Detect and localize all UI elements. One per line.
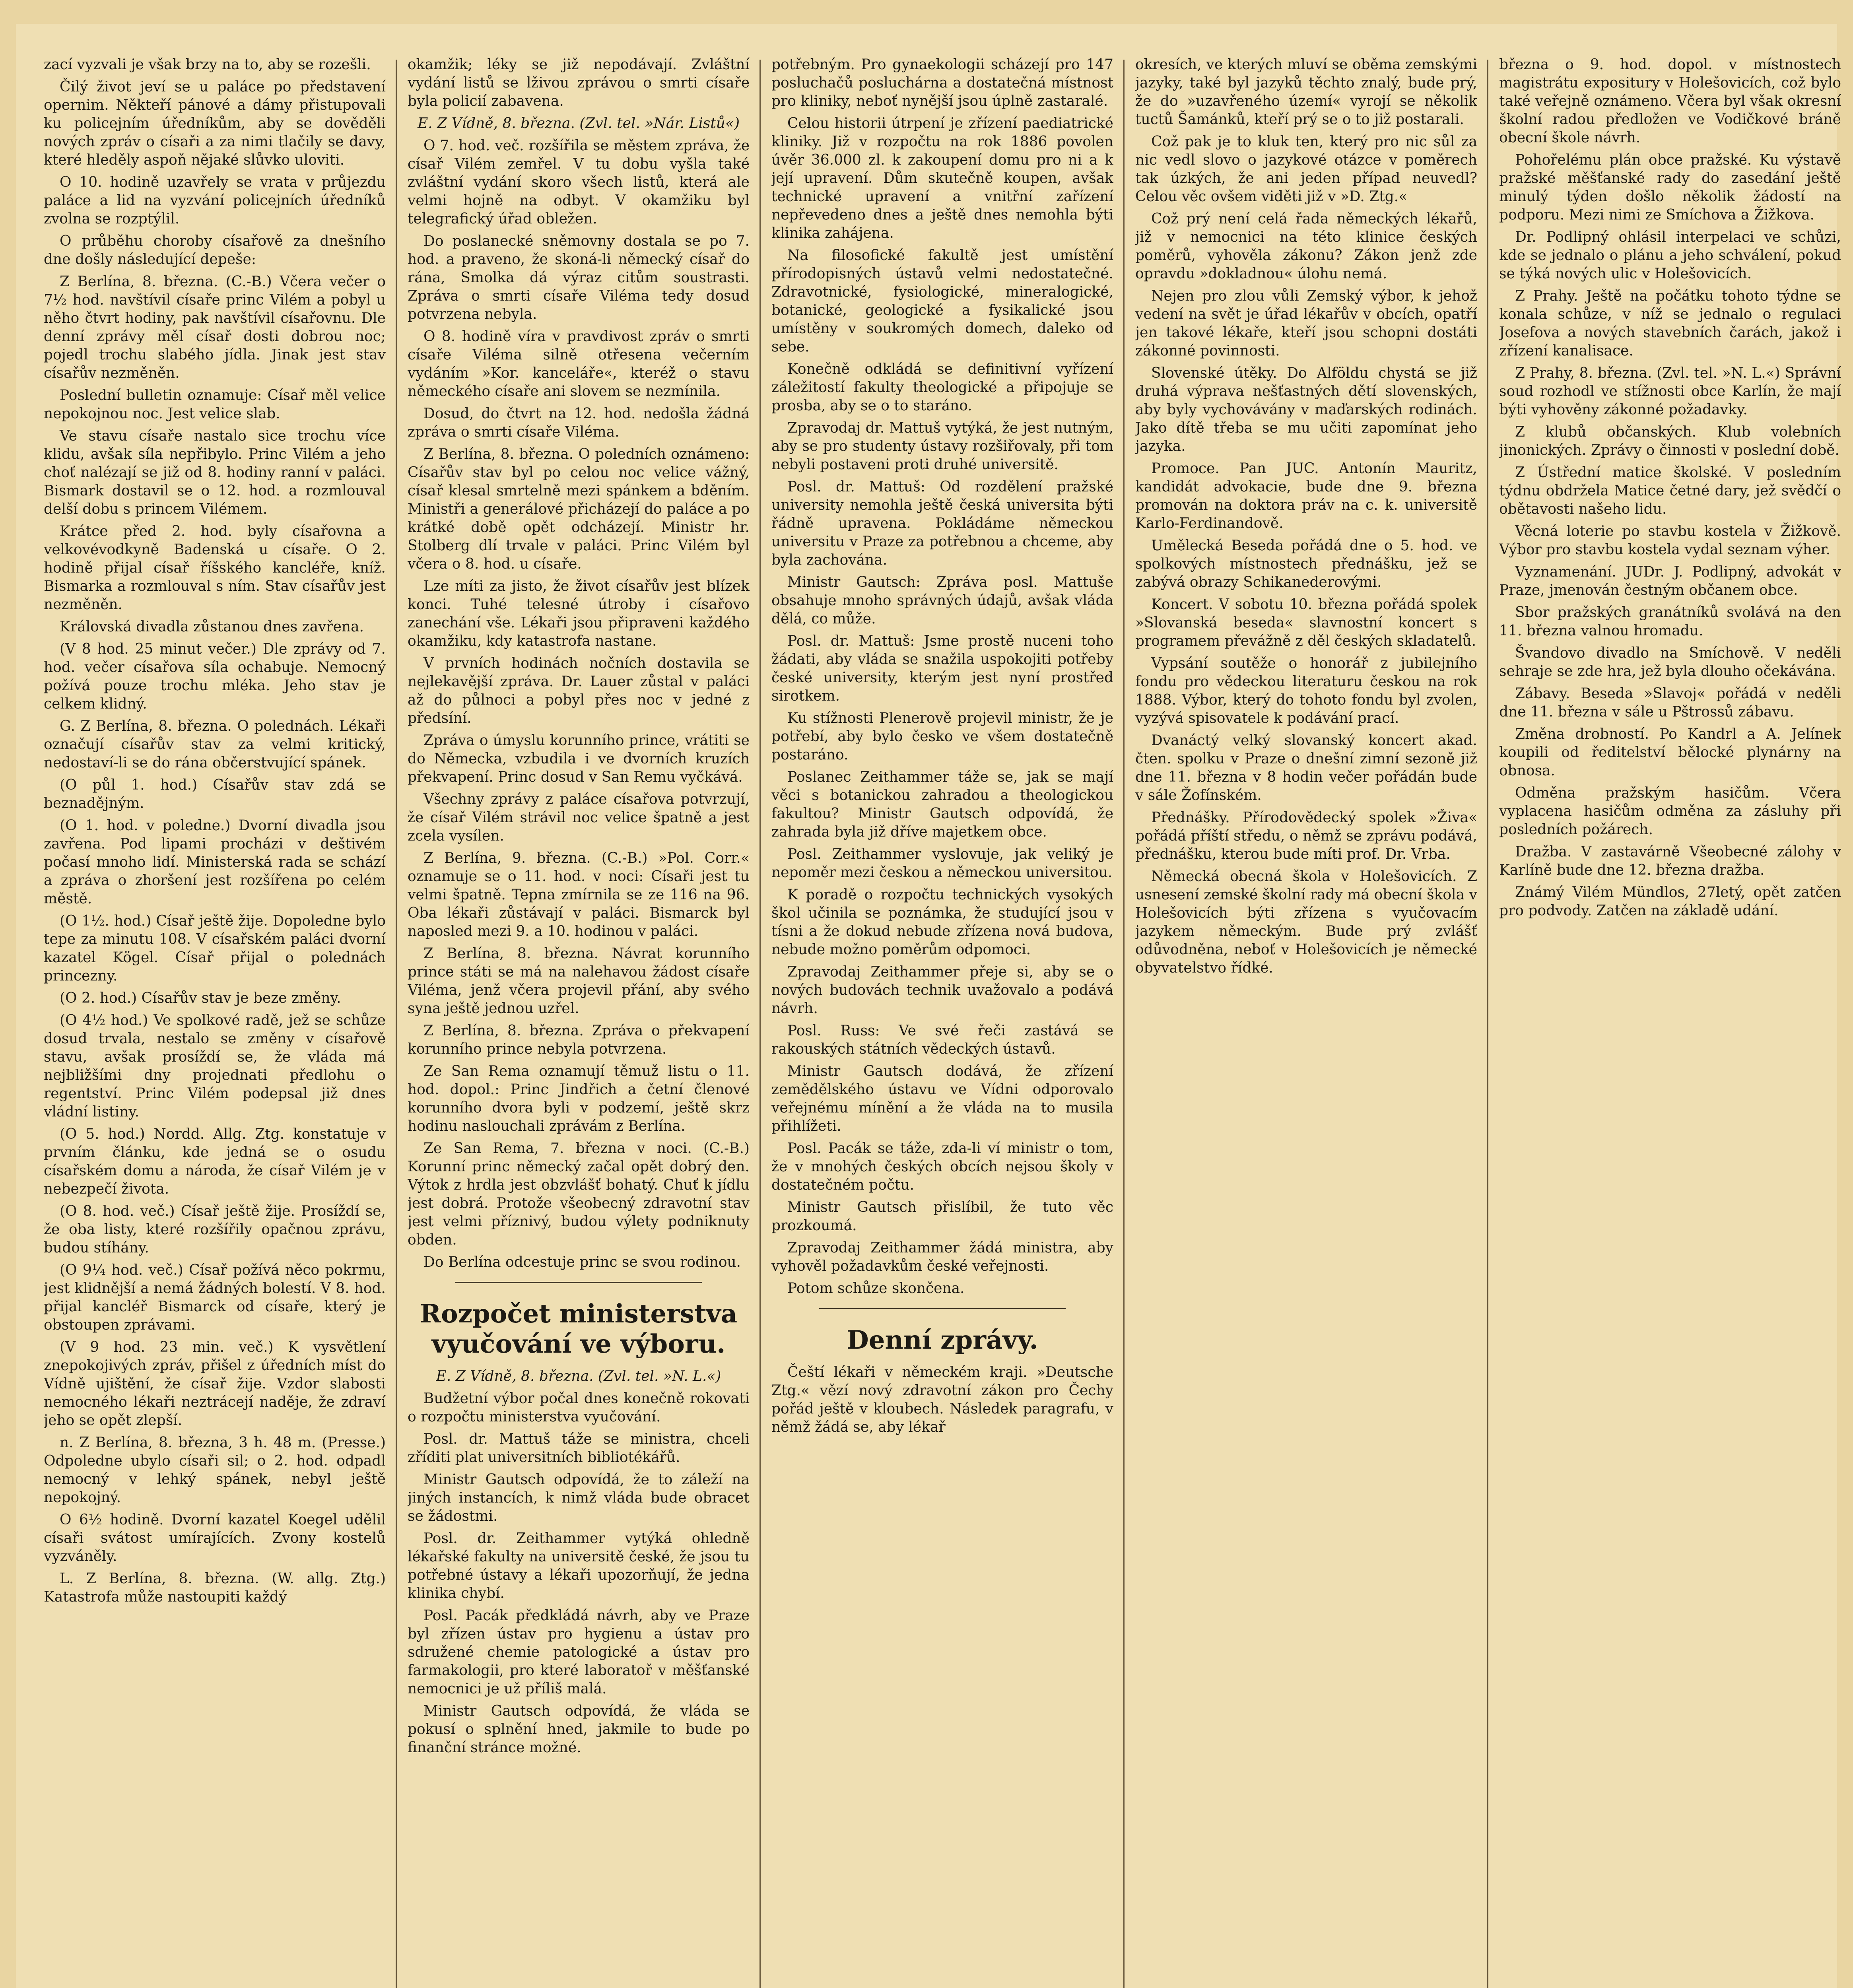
paragraph: Královská divadla zůstanou dnes zavřena. — [60, 619, 364, 635]
paragraph: Koncert. V sobotu 10. března pořádá spolek »Slovanská beseda« slavnostní koncert s programem převážně z děl českých skladatelů. — [1135, 596, 1477, 649]
paragraph: Nejen pro zlou vůli Zemský výbor, k jehož vedení na svět je úřad lékařův v obcích, opatří jen takové lékaře, kteří jsou schopni dostáti zákonné povinnosti. — [1135, 288, 1477, 359]
paragraph: K poradě o rozpočtu technických vysokých škol učinila se poznámka, že studující jsou v tísni a že dokud nebude zřízena nová budova, nebude možno poměrům odpomoci. — [771, 887, 1113, 958]
paragraph: Slovenské útěky. Do Alföldu chystá se již druhá výprava nešťastných dětí slovenských, aby byly vychovávány v maďarských rodinách. Jako dítě třeba se mu učiti zapomínat jeho jazyka. — [1135, 365, 1477, 454]
paragraph: Budžetní výbor počal dnes konečně rokovati o rozpočtu ministerstva vyučování. — [408, 1390, 750, 1425]
paragraph: (O 9¼ hod. več.) Císař požívá něco pokrmu, jest klidnější a nemá žádných bolestí. V 8. hod. přijal kancléř Bismarck od císaře, který je obstoupen zprávami. — [44, 1262, 386, 1333]
paragraph: okresích, ve kterých mluví se oběma zemskými jazyky, také byl jazyků těchto znalý, bude prý, že do »uzavřeného území« vyrojí se několik tuctů Šamánků, kteří prý se o to již postarali. — [1135, 56, 1477, 128]
section-heading: Denní zprávy. — [847, 1325, 1038, 1355]
paragraph: Poslanec Zeithammer táže se, jak se mají věci s botanickou zahradou a theologickou fakultou? Ministr Gautsch odpovídá, že zahrada byla již dříve majetkem obce. — [771, 769, 1113, 840]
paragraph: Změna drobností. Po Kandrl a A. Jelínek koupili od ředitelství bělocké plynárny na obnosa. — [1499, 726, 1841, 779]
paragraph: Čilý život jeví se u paláce po představení opernim. Někteří pánové a dámy přistupovali ku policejním úředníkům, aby se dověděli nových zpráv o císaři a za nimi tlačily se davy, které hleděly aspoň nějaké slůvko uloviti. — [44, 79, 386, 168]
section-divider — [819, 1308, 1066, 1309]
paragraph: Což prý není celá řada německých lékařů, již v nemocnici na této klinice českých poměrů, vyhověla zákonu? Zákon jenž zde opravdu »dokladnou« úlohu nemá. — [1135, 211, 1477, 282]
paragraph: Známý Vilém Mündlos, 27letý, opět zatčen pro podvody. Zatčen na základě udání. — [1499, 884, 1841, 919]
paragraph: Dr. Podlipný ohlásil interpelaci ve schůzi, kde se jednalo o plánu a jeho schválení, pokud se týká nových ulic v Holešovicích. — [1499, 229, 1841, 282]
paragraph: Odměna pražským hasičům. Včera vyplacena hasičům odměna za zásluhy při posledních požárech. — [1499, 785, 1841, 838]
paragraph: Ministr Gautsch dodává, že zřízení zemědělského ústavu ve Vídni odporovalo veřejnému mínění a že vláda na to musila přihlížeti. — [771, 1063, 1113, 1134]
section-heading: Rozpočet ministerstva vyučování ve výboru. — [420, 1299, 738, 1359]
paragraph: Posl. Pacák se táže, zda-li ví ministr o tom, že v mnohých českých obcích nejsou školy v dostatečném počtu. — [771, 1140, 1113, 1193]
column-divider — [1487, 60, 1488, 1988]
paragraph: Sbor pražských granátníků svolává na den 11. března valnou hromadu. — [1499, 604, 1841, 639]
paragraph: Dosud, do čtvrt na 12. hod. nedošla žádná zpráva o smrti císaře Viléma. — [408, 406, 750, 440]
paragraph: Přednášky. Přírodovědecký spolek »Živa« pořádá příští středu, o němž se zprávu podává, přednášku, kterou bude míti prof. Dr. Vrba. — [1135, 810, 1477, 862]
paragraph: okamžik; léky se již nepodávají. Zvláštní vydání listů se lživou zprávou o smrti císaře byla policií zabavena. — [408, 56, 750, 109]
paragraph: Do Berlína odcestuje princ se svou rodinou. — [423, 1254, 741, 1270]
paragraph: Z Prahy. Ještě na počátku tohoto týdne se konala schůze, v níž se jednalo o regulaci Josefova a nových stavebních čarách, jakož i zřízení kanalisace. — [1499, 288, 1841, 359]
paragraph: (O 2. hod.) Císařův stav je beze změny. — [60, 990, 341, 1006]
paragraph: Do poslanecké sněmovny dostala se po 7. hod. a praveno, že skoná-li německý císař do rána, Smolka dá výraz citům soustrasti. Zpráva o smrti císaře Viléma tedy dosud potvrzena nebyla. — [408, 233, 750, 322]
paragraph: O průběhu choroby císařově za dnešního dne došly následující depeše: — [44, 233, 386, 268]
paragraph: Lze míti za jisto, že život císařův jest blízek konci. Tuhé telesné útroby i císařovo zanechání vše. Lékaři jsou připraveni každého okamžiku, kdy katastrofa nastane. — [408, 578, 750, 649]
paragraph: Z Berlína, 9. března. (C.-B.) »Pol. Corr.« oznamuje se o 11. hod. v noci: Císaři jest tu velmi špatně. Tepna zmírnila se ze 116 na 96. Oba lékaři zůstávají v paláci. Bismarck byl naposled mezi 9. a 10. hodinou v paláci. — [408, 850, 750, 940]
paragraph: Posl. dr. Mattuš: Jsme prostě nuceni toho žádati, aby vláda se snažila uspokojiti potřeby české university, kterým jest nyní prostřed sirotkem. — [771, 633, 1113, 704]
paragraph: zací vyzvali je však brzy na to, aby se rozešli. — [44, 56, 371, 73]
paragraph: Zpravodaj Zeithammer žádá ministra, aby vyhověl požadavkům české veřejnosti. — [771, 1240, 1113, 1274]
paragraph: Na filosofické fakultě jest umístění přírodopisných ústavů velmi nedostatečné. Zdravotnické, fysiologické, mineralogické, botanické, geologické a fysikalické jsou umístěny v soukromých domech, daleko od sebe. — [771, 247, 1113, 355]
paragraph: O 7. hod. več. rozšířila se městem zpráva, že císař Vilém zemřel. V tu dobu vyšla také zvláštní vydání skoro všech listů, která ale velmi hojně na odbyt. V okamžiku byl telegrafický úřad obležen. — [408, 138, 750, 227]
paragraph: Ku stížnosti Plenerově projevil ministr, že je potřebí, aby bylo česko ve všem dostatečně postaráno. — [771, 710, 1113, 763]
column-divider — [396, 60, 397, 1988]
paragraph: Z Berlína, 8. března. (C.-B.) Včera večer o 7½ hod. navštívil císaře princ Vilém a pobyl u něho čtvrt hodiny, pak navštívil císařovnu. Dle denní zprávy měl císař dosti dobrou noc; pojedl trochu slabého jídla. Jinak jest stav císařův nezměněn. — [44, 274, 386, 381]
paragraph: O 8. hodině víra v pravdivost zpráv o smrti císaře Viléma silně otřesena večerním vydáním »Kor. kanceláře«, kteréž o stavu německého císaře ani slovem se nezmínila. — [408, 328, 750, 400]
paragraph: Poslední bulletin oznamuje: Císař měl velice nepokojnou noc. Jest velice slab. — [44, 387, 386, 422]
paragraph: března o 9. hod. dopol. v místnostech magistrátu expositury v Holešovicích, což bylo také veřejně oznámeno. Včera byl však okresní školní radou předložen ve Vodičkové bráně obecní škole návrh. — [1499, 56, 1841, 146]
paragraph: Posl. dr. Mattuš táže se ministra, chceli zříditi plat universitních bibliotékářů. — [408, 1431, 750, 1466]
column-4 — [1135, 56, 1477, 1988]
paragraph: Dražba. V zastavárně Všeobecné zálohy v Karlíně bude dne 12. března dražba. — [1499, 844, 1841, 878]
paragraph: Ministr Gautsch odpovídá, že to záleží na jiných instancích, k nimž vláda bude obracet se žádostmi. — [408, 1472, 750, 1524]
column-2 — [408, 56, 750, 1988]
paragraph: Umělecká Beseda pořádá dne o 5. hod. ve spolkových místnostech přednášku, jež se zabývá obrazy Schikanederovými. — [1135, 538, 1477, 590]
paragraph: G. Z Berlína, 8. března. O polednách. Lékaři označují císařův stav za velmi kritický, nedostaví-li se do rána občerstvující spánek. — [44, 718, 386, 771]
paragraph: (O 1½. hod.) Císař ještě žije. Dopoledne bylo tepe za minutu 108. V císařském paláci dvorní kazatel Kögel. Císař přijal o polednách princezny. — [44, 913, 386, 984]
paragraph: Posl. Russ: Ve své řeči zastává se rakouských státních vědeckých ústavů. — [771, 1023, 1113, 1057]
newspaper-page — [16, 24, 1841, 1988]
paragraph: Zpráva o úmyslu korunního prince, vrátiti se do Německa, vzbudila i ve dvorních kruzích překvapení. Princ dosud v San Remu vyčkává. — [408, 732, 750, 785]
paragraph: Pohořelému plán obce pražské. Ku výstavě pražské měšťanské rady do zasedání ještě minulý týden došlo několik žádostí na podporu. Mezi nimi ze Smíchova a Žižkova. — [1499, 152, 1841, 223]
paragraph: (O 4½ hod.) Ve spolkové radě, jež se schůze dosud trvala, nestalo se změny v císařově stavu, avšak prosíždí se, že vláda má nejbližšími dny projednati předlohu o regentství. Princ Vilém podepsal již dnes vládní listiny. — [44, 1012, 386, 1120]
paragraph: Z Berlína, 8. března. Návrat korunního prince státi se má na nalehavou žádost císaře Viléma, jenž včera projevil přání, aby svého syna ještě jednou uzřel. — [408, 945, 750, 1017]
paragraph: Ministr Gautsch odpovídá, že vláda se pokusí o splnění hned, jakmile to bude po finanční stránce možné. — [408, 1703, 750, 1756]
paragraph: Z Ústřední matice školské. V posledním týdnu obdržela Matice četné dary, jež svědčí o obětavosti našeho lidu. — [1499, 464, 1841, 517]
paragraph: (V 9 hod. 23 min. več.) K vysvětlení znepokojivých zpráv, přišel z úředních míst do Vídně ujištění, že císař žije. Vzdor slabosti nemocného lékaři neztrácejí naděje, že zdraví jeho se opět zlepší. — [44, 1339, 386, 1429]
paragraph: Ministr Gautsch: Zpráva posl. Mattuše obsahuje mnoho správných údajů, avšak vláda dělá, co může. — [771, 574, 1113, 627]
paragraph: Ze San Rema, 7. března v noci. (C.-B.) Korunní princ německý začal opět dobrý den. Výtok z hrdla jest obzvlášť bohatý. Chuť k jídlu jest dobrá. Protože všeobecný zdravotní stav jest velmi příznivý, budou výlety podniknuty obden. — [408, 1140, 750, 1248]
column-3 — [771, 56, 1113, 1988]
paragraph: Švandovo divadlo na Smíchově. V neděli sehraje se zde hra, jež byla dlouho očekávána. — [1499, 645, 1841, 679]
paragraph: Posl. dr. Zeithammer vytýká ohledně lékařské fakulty na universitě české, že jsou tu potřebné ústavy a lékaři upozorňují, že jedna klinika chybí. — [408, 1530, 750, 1602]
column-divider — [1123, 60, 1125, 1988]
section-divider — [455, 1282, 702, 1283]
column-divider — [759, 60, 761, 1988]
paragraph: (O 1. hod. v poledne.) Dvorní divadla jsou zavřena. Pod lipami procházi v deštivém počasí mnoho lidí. Ministerská rada se schází a zpráva o zhoršení jest rozšířena po celém městě. — [44, 817, 386, 907]
paragraph: Věcná loterie po stavbu kostela v Žižkově. Výbor pro stavbu kostela vydal seznam výher. — [1499, 523, 1841, 558]
paragraph: Německá obecná škola v Holešovicích. Z usnesení zemské školní rady má obecní škola v Holešovicích býti zřízena s vyučovacím jazykem německým. Bude prý zvlášť odůvodněna, neboť v Holešovicích je německé obyvatelstvo řídké. — [1135, 868, 1477, 976]
dateline: E. Z Vídně, 8. března. (Zvl. tel. »Nár. Listů«) — [417, 115, 740, 132]
paragraph: Konečně odkládá se definitivní vyřízení záležitostí fakulty theologické a připojuje se prosba, aby se o to staráno. — [771, 361, 1113, 414]
paragraph: (O 5. hod.) Nordd. Allg. Ztg. konstatuje v prvním článku, kde jedná se o osudu císařském domu a národa, že císař Vilém je v nebezpečí života. — [44, 1126, 386, 1197]
paragraph: (O půl 1. hod.) Císařův stav zdá se beznadějným. — [44, 777, 386, 812]
paragraph: potřebným. Pro gynaekologii scházejí pro 147 posluchačů posluchárna a dostatečná místnost pro kliniky, neboť nynější jsou úplně zastaralé. — [771, 56, 1113, 109]
paragraph: Dvanáctý velký slovanský koncert akad. čten. spolku v Praze o dnešní zimní sezoně již dne 11. března v 8 hodin večer pořádán bude v sále Žofínském. — [1135, 732, 1477, 804]
paragraph: O 6½ hodině. Dvorní kazatel Koegel udělil císaři svátost umírajících. Zvony kostelů vyzváněly. — [44, 1512, 386, 1565]
paragraph: Posl. Pacák předkládá návrh, aby ve Praze byl zřízen ústav pro hygienu a ústav pro sdružené chemie patologické a ústav pro farmakologii, pro které laboratoř v měšťanské nemocnici je už příliš malá. — [408, 1607, 750, 1697]
paragraph: n. Z Berlína, 8. března, 3 h. 48 m. (Presse.) Odpoledne ubylo císaři sil; o 2. hod. odpadl nemocný v lehký spánek, nebyl ještě nepokojný. — [44, 1435, 386, 1506]
paragraph: Z Berlína, 8. března. Zpráva o překvapení korunního prince nebyla potvrzena. — [408, 1023, 750, 1057]
paragraph: Což pak je to kluk ten, který pro nic sůl za nic vedl slovo o jazykové otázce v poměrech tak úzkých, že ani jeden případ neuvedl? Celou věc ovšem viděti již v »D. Ztg.« — [1135, 134, 1477, 205]
paragraph: Potom schůze skončena. — [787, 1280, 965, 1297]
paragraph: (V 8 hod. 25 minut večer.) Dle zprávy od 7. hod. večer císařova síla ochabuje. Nemocný požívá pouze trochu mléka. Jeho stav je celkem klidný. — [44, 641, 386, 712]
paragraph: Zpravodaj Zeithammer přeje si, aby se o nových budovách technik uvažovalo a podává návrh. — [771, 964, 1113, 1017]
paragraph: Zpravodaj dr. Mattuš vytýká, že jest nutným, aby se pro studenty ústavy rozšiřovaly, při tom nebyli postaveni proti druhé universitě. — [771, 420, 1113, 473]
paragraph: Ve stavu císaře nastalo sice trochu více klidu, avšak síla nepřibylo. Princ Vilém a jeho choť nalézají se již od 8. hodiny ranní v paláci. Bismark dostavil se o 12. hod. a rozmlouval delší dobu s princem Vilémem. — [44, 428, 386, 517]
paragraph: Všechny zprávy z paláce císařova potvrzují, že císař Vilém strávil noc velice špatně a jest zcela vysílen. — [408, 791, 750, 844]
paragraph: O 10. hodině uzavřely se vrata v průjezdu paláce a lid na vyzvání policejních úředníků zvolna se rozptýlil. — [44, 174, 386, 227]
paragraph: Z Prahy, 8. března. (Zvl. tel. »N. L.«) Správní soud rozhodl ve stížnosti obce Karlín, že mají býti vyhověny zákonné požadavky. — [1499, 365, 1841, 418]
dateline: E. Z Vídně, 8. března. (Zvl. tel. »N. L.«) — [436, 1368, 721, 1384]
paragraph: Z Berlína, 8. března. O poledních oznámeno: Císařův stav byl po celou noc velice vážný, císař klesal smrtelně mezi spánkem a bděním. Ministři a generálové přicházejí do paláce a po krátké době opět odcházejí. Ministr hr. Stolberg dlí trvale v paláci. Princ Vilém byl včera o 8. hod. u císaře. — [408, 446, 750, 572]
paragraph: Posl. Zeithammer vyslovuje, jak veliký je nepoměr mezi českou a německou universitou. — [771, 846, 1113, 881]
paragraph: Zábavy. Beseda »Slavoj« pořádá v neděli dne 11. března v sále u Pštrossů zábavu. — [1499, 685, 1841, 720]
paragraph: Promoce. Pan JUC. Antonín Mauritz, kandidát advokacie, bude dne 9. března promován na doktora práv na c. k. universitě Karlo-Ferdinandově. — [1135, 460, 1477, 532]
column-1 — [44, 56, 386, 1988]
paragraph: Z klubů občanských. Klub volebních jinonických. Zprávy o činnosti v poslední době. — [1499, 424, 1841, 458]
paragraph: Posl. dr. Mattuš: Od rozdělení pražské university nemohla ještě česká universita býti řádně upravena. Pokládáme německou universitu v Praze za potřebnou a chceme, aby byla zachována. — [771, 479, 1113, 568]
paragraph: L. Z Berlína, 8. března. (W. allg. Ztg.) Katastrofa může nastoupiti každý — [44, 1571, 386, 1605]
paragraph: Celou historii útrpení je zřízení paediatrické kliniky. Již v rozpočtu na rok 1886 povolen úvěr 36.000 zl. k zakoupení domu pro ni a k její upravení. Dům skutečně koupen, avšak technické upravení a vnitřní zařízení nepřevedeno dnes a ještě dnes nemohla býti klinika zahájena. — [771, 115, 1113, 241]
paragraph: (O 8. hod. več.) Císař ještě žije. Prosíždí se, že oba listy, které rozšířily opačnou zprávu, budou stíhány. — [44, 1203, 386, 1256]
paragraph: V prvních hodinách nočních dostavila se nejlekavější zpráva. Dr. Lauer zůstal v paláci až do půlnoci a pobyl přes noc v jedné z předsíní. — [408, 655, 750, 726]
paragraph: Krátce před 2. hod. byly císařovna a velkovévodkyně Badenská u císaře. O 2. hodině přijal císař říšského kancléře, kníž. Bismarka a rozmlouval s ním. Stav císařův jest nezměněn. — [44, 523, 386, 613]
paragraph: Vypsání soutěže o honorář z jubilejního fondu pro vědeckou literaturu českou na rok 1888. Výbor, který do tohoto fondu byl zvolen, vyzývá spisovatele k podávání prací. — [1135, 655, 1477, 726]
paragraph: Ze San Rema oznamují těmuž listu o 11. hod. dopol.: Princ Jindřich a četní členové korunního dvora byli v podzemí, ještě skrz hodinu naslouchali zprávám z Berlína. — [408, 1063, 750, 1134]
paragraph: Vyznamenání. JUDr. J. Podlipný, advokát v Praze, jmenován čestným občanem obce. — [1499, 564, 1841, 598]
column-5 — [1499, 56, 1841, 1988]
paragraph: Čeští lékaři v německém kraji. »Deutsche Ztg.« vězí nový zdravotní zákon pro Čechy pořád ještě v kloubech. Následek paragrafu, v němž žádá se, aby lékař — [771, 1364, 1113, 1435]
paragraph: Ministr Gautsch přislíbil, že tuto věc prozkoumá. — [771, 1199, 1113, 1234]
